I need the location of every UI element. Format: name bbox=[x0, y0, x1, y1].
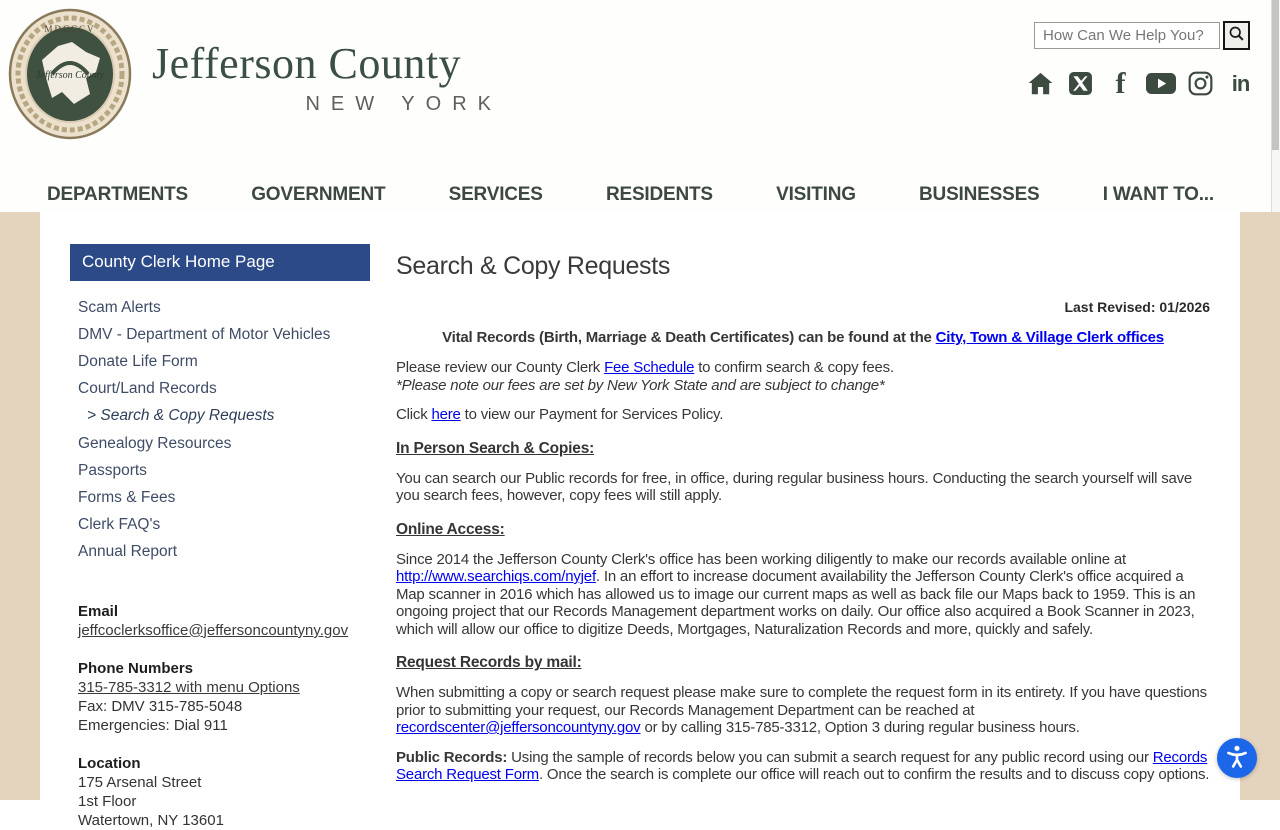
text-segment: . In an effort to increase document availability the Jefferson County Clerk's office acquired a Map scanner in 2016 which has allowed us to image our current maps as well as back file our Maps back to 1959. This is an ongoing project that our Records Management department works on daily. Our office also acquired a Book Scanner in 2023, which will allow our office to digitize Deeds, Mortgages, Naturalization Records and more, quickly and safely. bbox=[396, 568, 1196, 638]
records-search-request-form-link[interactable]: Records Search Request Form bbox=[396, 748, 1208, 783]
sidebar-item-county-clerk-home[interactable]: County Clerk Home Page bbox=[70, 244, 370, 281]
nav-departments[interactable]: DEPARTMENTS bbox=[47, 184, 189, 205]
accessibility-icon bbox=[1223, 742, 1251, 775]
nav-businesses[interactable]: BUSINESSES bbox=[919, 184, 1040, 205]
text-segment: Public Records: bbox=[396, 748, 508, 766]
fax-number: Fax: DMV 315-785-5048 bbox=[78, 697, 243, 715]
payment-for-services-policy-link[interactable]: here bbox=[431, 406, 461, 423]
sidebar-item-annual-report[interactable]: Annual Report bbox=[78, 543, 178, 561]
text-segment: Using the sample of records below you can submit a search request for any public record using our bbox=[507, 748, 1153, 766]
paragraph bbox=[396, 359, 1210, 394]
fee-schedule-link[interactable]: Fee Schedule bbox=[604, 359, 695, 376]
paragraph bbox=[396, 749, 1210, 784]
nav-government[interactable]: GOVERNMENT bbox=[251, 184, 386, 205]
clerk-email-link[interactable]: jeffcoclerksoffice@jeffersoncountyny.gov bbox=[78, 621, 349, 639]
text-segment: to confirm search & copy fees. bbox=[694, 359, 894, 376]
address-line-2: 1st Floor bbox=[78, 792, 137, 810]
sidebar-item-dmv[interactable]: DMV - Department of Motor Vehicles bbox=[78, 325, 331, 343]
page-title: Search & Copy Requests bbox=[396, 252, 671, 280]
text-segment: Online Access: bbox=[396, 520, 505, 538]
main-content bbox=[396, 212, 1240, 800]
page-background bbox=[0, 212, 1280, 829]
facebook-icon[interactable]: f bbox=[1115, 67, 1126, 100]
phone-menu-options-link[interactable]: 315-785-3312 with menu Options bbox=[78, 678, 300, 696]
paragraph bbox=[396, 406, 1210, 424]
city-town-village-clerk-offices-link[interactable]: City, Town & Village Clerk offices bbox=[935, 329, 1164, 346]
linkedin-icon[interactable]: in bbox=[1231, 71, 1250, 96]
svg-text:Jefferson County: Jefferson County bbox=[35, 70, 105, 81]
text-segment: *Please note our fees are set by New York State and are subject to change* bbox=[396, 376, 885, 394]
site-subtitle: NEW YORK bbox=[305, 93, 502, 115]
location-label: Location bbox=[78, 754, 141, 772]
sidebar-item-passports[interactable]: Passports bbox=[78, 461, 147, 479]
svg-text:MDCCCV: MDCCCV bbox=[44, 24, 96, 34]
sidebar-nav-list bbox=[70, 294, 396, 566]
sidebar-item-search-copy-requests[interactable]: > Search & Copy Requests bbox=[87, 407, 275, 425]
text-segment: . Once the search is complete our office will reach out to confirm the results and to discuss copy options. bbox=[538, 766, 1210, 783]
text-segment: Click bbox=[396, 406, 432, 423]
records-center-email-link[interactable]: recordscenter@jeffersoncountyny.gov bbox=[396, 719, 641, 736]
nav-residents[interactable]: RESIDENTS bbox=[605, 184, 713, 205]
sidebar-item-court-land-records[interactable]: Court/Land Records bbox=[78, 380, 217, 398]
home-icon[interactable] bbox=[1027, 70, 1054, 97]
text-segment: Please review our County Clerk bbox=[396, 359, 605, 376]
email-label: Email bbox=[78, 602, 119, 620]
site-header bbox=[0, 0, 1280, 212]
last-revised: Last Revised: 01/2026 bbox=[1064, 299, 1210, 315]
text-segment: Vital Records (Birth, Marriage & Death Certificates) can be found at the bbox=[442, 329, 936, 346]
text-segment: Since 2014 the Jefferson County Clerk's office has been working diligently to make our records available online at bbox=[396, 550, 1126, 568]
accessibility-widget-button[interactable] bbox=[1217, 738, 1257, 778]
instagram-icon[interactable] bbox=[1187, 70, 1214, 97]
paragraph bbox=[396, 684, 1210, 737]
x-twitter-icon[interactable] bbox=[1067, 70, 1094, 97]
text-segment: When submitting a copy or search request please make sure to complete the request form in its entirety. If you have questions prior to submitting your request, our Records Management Department can be reached at bbox=[396, 684, 1207, 719]
main-navigation bbox=[0, 184, 1280, 206]
emergencies-number: Emergencies: Dial 911 bbox=[78, 716, 228, 734]
nav-i-want-to[interactable]: I WANT TO... bbox=[1102, 184, 1214, 205]
paragraph bbox=[396, 470, 1210, 505]
article-body bbox=[396, 329, 1210, 784]
text-segment: You can search our Public records for free, in office, during regular business hours. Conducting the search yourself will save you search fees, however, copy fees will still apply. bbox=[396, 469, 1193, 504]
address-line-1: 175 Arsenal Street bbox=[78, 773, 202, 791]
section-heading bbox=[396, 521, 1210, 539]
section-heading bbox=[396, 654, 1210, 672]
phone-numbers-label: Phone Numbers bbox=[78, 659, 194, 677]
text-segment: In Person Search & Copies: bbox=[396, 439, 595, 457]
search-button[interactable] bbox=[1223, 21, 1250, 50]
site-title: Jefferson County bbox=[152, 39, 462, 88]
sidebar-item-scam-alerts[interactable]: Scam Alerts bbox=[78, 298, 161, 316]
scrollbar-thumb[interactable] bbox=[1272, 0, 1279, 150]
text-segment: or by calling 315-785-3312, Option 3 during regular business hours. bbox=[640, 719, 1080, 736]
text-segment: to view our Payment for Services Policy. bbox=[460, 406, 724, 423]
paragraph bbox=[396, 329, 1210, 347]
sidebar-item-genealogy-resources[interactable]: Genealogy Resources bbox=[78, 434, 232, 452]
paragraph bbox=[396, 551, 1210, 639]
text-segment: Request Records by mail: bbox=[396, 654, 582, 671]
contact-info bbox=[70, 602, 396, 830]
county-seal-logo[interactable] bbox=[8, 8, 132, 140]
search-icon bbox=[1228, 25, 1245, 47]
section-heading bbox=[396, 440, 1210, 458]
nav-visiting[interactable]: VISITING bbox=[776, 184, 856, 205]
searchiqs-link[interactable]: http://www.searchiqs.com/nyjef bbox=[396, 568, 596, 585]
content-area bbox=[40, 212, 1240, 829]
sidebar bbox=[40, 212, 396, 829]
sidebar-item-donate-life-form[interactable]: Donate Life Form bbox=[78, 352, 198, 370]
site-search-input[interactable] bbox=[1034, 22, 1220, 49]
nav-services[interactable]: SERVICES bbox=[448, 184, 543, 205]
social-links bbox=[1027, 67, 1254, 100]
scrollbar[interactable] bbox=[1271, 0, 1280, 212]
youtube-icon[interactable] bbox=[1147, 70, 1174, 97]
address-line-3: Watertown, NY 13601 bbox=[78, 811, 224, 829]
sidebar-item-clerk-faqs[interactable]: Clerk FAQ's bbox=[78, 516, 161, 534]
sidebar-item-forms-fees[interactable]: Forms & Fees bbox=[78, 488, 176, 506]
